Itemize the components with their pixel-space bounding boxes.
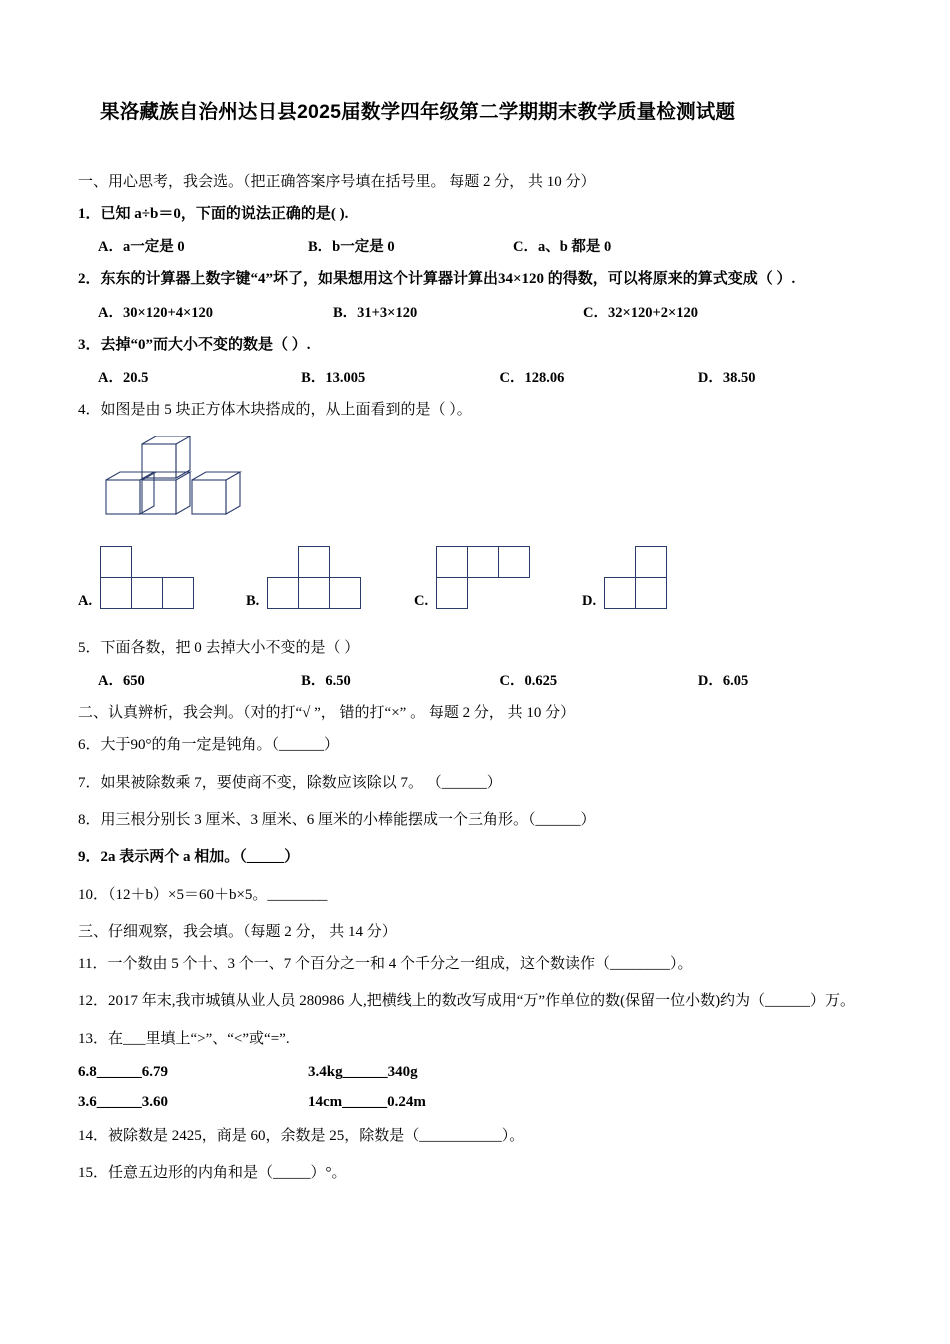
answer-choice-d[interactable] [582, 546, 750, 612]
question-4-text: 4．如图是由 5 块正方体木块搭成的，从上面看到的是（ ）。 [78, 401, 472, 418]
question-1-options [78, 235, 872, 256]
compare-left-1[interactable]: 6.8______6.79 [78, 1063, 168, 1080]
question-11: 11．一个数由 5 个十、3 个一、7 个百分之一和 4 个千分之一组成，这个数读作（________）。 [78, 955, 693, 972]
section-three-heading: 三、仔细观察，我会填。（每题 2 分， 共 14 分） [78, 923, 397, 940]
option-a-label: A. [78, 593, 93, 610]
section-two-heading: 二、认真辨析，我会判。（对的打“√ ”， 错的打“×” 。 每题 2 分， 共 10 分） [78, 705, 576, 722]
option-c[interactable]: C．a、b 都是 0 [513, 239, 612, 256]
cube-stack-icon [96, 436, 296, 528]
question-5-text: 5．下面各数，把 0 去掉大小不变的是（ ） [78, 640, 360, 657]
question-7: 7．如果被除数乘 7，要使商不变，除数应该除以 7。 （______） [78, 774, 502, 791]
option-d[interactable]: D．38.50 [697, 369, 756, 386]
question-2-text: 2．东东的计算器上数字键“4”坏了，如果想用这个计算器计算出34×120 的得数，可以将原来的算式变成（ ）. [78, 271, 796, 288]
compare-row-1 [78, 1064, 872, 1081]
option-c[interactable]: C．0.625 [499, 673, 558, 690]
option-b[interactable]: B．b一定是 0 [308, 239, 395, 256]
question-5-options [78, 669, 872, 690]
answer-choice-a[interactable] [78, 546, 246, 612]
option-b[interactable]: B．13.005 [301, 369, 366, 386]
answer-choice-b[interactable] [246, 546, 414, 612]
question-3-options [78, 366, 872, 387]
option-c[interactable]: C．32×120+2×120 [583, 304, 699, 321]
compare-row-2 [78, 1094, 872, 1111]
compare-left-2[interactable]: 3.6______3.60 [78, 1093, 168, 1110]
shape-b [267, 546, 367, 612]
question-13: 13．在___里填上“>”、“<”或“=”. [78, 1030, 290, 1047]
shape-d [604, 546, 704, 612]
question-8: 8．用三根分别长 3 厘米、3 厘米、6 厘米的小棒能摆成一个三角形。（______） [78, 812, 596, 829]
option-b[interactable]: B．6.50 [301, 673, 351, 690]
shape-c [436, 546, 536, 612]
option-d-label: D. [582, 593, 597, 610]
compare-right-1[interactable]: 3.4kg______340g [308, 1063, 418, 1080]
section-one-heading: 一、用心思考，我会选。（把正确答案序号填在括号里。 每题 2 分， 共 10 分） [78, 174, 596, 190]
question-15: 15．任意五边形的内角和是（_____）°。 [78, 1165, 347, 1182]
compare-right-2[interactable]: 14cm______0.24m [308, 1093, 426, 1110]
option-c[interactable]: C．128.06 [499, 369, 565, 386]
question-2-options [78, 301, 872, 322]
question-9: 9．2a 表示两个 a 相加。（_____） [78, 849, 300, 866]
shape-a [100, 546, 200, 612]
cube-stack-figure [96, 436, 872, 528]
question-1-text: 1．已知 a÷b＝0，下面的说法正确的是( ). [78, 206, 349, 222]
option-a[interactable]: A．30×120+4×120 [98, 304, 214, 321]
answer-choice-c[interactable] [414, 546, 582, 612]
question-10: 10．（12＋b）×5＝60＋b×5。________ [78, 886, 328, 903]
question-12: 12．2017 年末,我市城镇从业人员 280986 人,把横线上的数改写成用“万”作单位的数(保留一位小数)约为（______）万。 [78, 993, 856, 1010]
question-6: 6．大于90°的角一定是钝角。（______） [78, 737, 339, 754]
option-d[interactable]: D．6.05 [697, 673, 749, 690]
question-14: 14．被除数是 2425，商是 60，余数是 25，除数是（___________）。 [78, 1127, 525, 1144]
option-a[interactable]: A．a一定是 0 [98, 239, 185, 256]
option-a[interactable]: A．650 [98, 673, 145, 690]
option-b[interactable]: B．31+3×120 [333, 304, 418, 321]
question-4-answer-options [78, 538, 872, 612]
option-a[interactable]: A．20.5 [98, 369, 149, 386]
option-c-label: C. [414, 593, 429, 610]
page-title: 果洛藏族自治州达日县2025届数学四年级第二学期期末教学质量检测试题 [100, 101, 736, 123]
question-3-text: 3．去掉“0”而大小不变的数是（ ）. [78, 336, 311, 353]
option-b-label: B. [246, 593, 260, 610]
